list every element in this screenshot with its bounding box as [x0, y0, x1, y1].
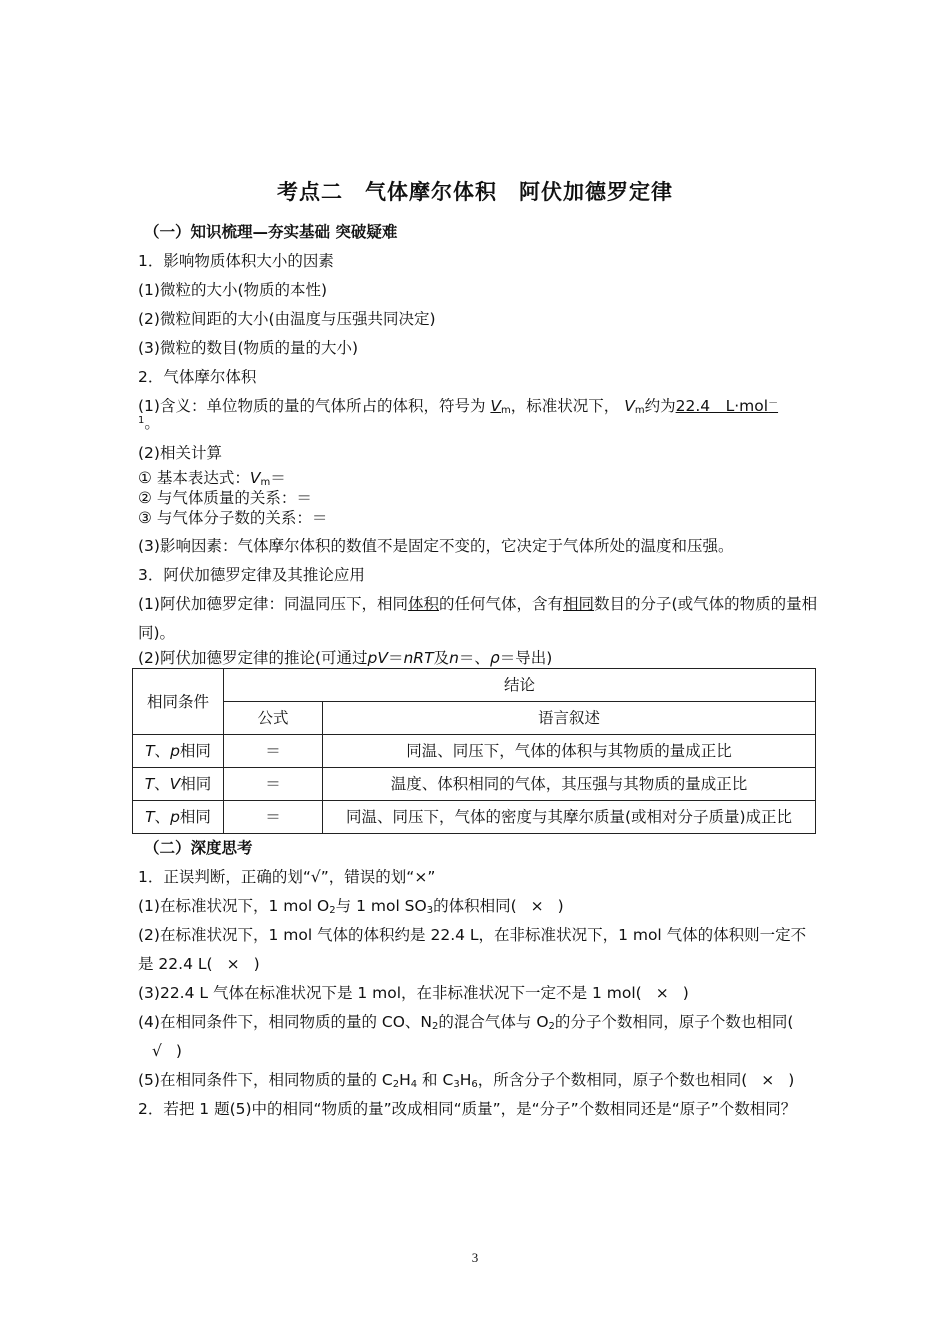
avogadro-inference: (2)阿伏加德罗定律的推论(可通过pV＝nRT及n＝、ρ＝导出)	[138, 649, 553, 667]
molar-volume-value: 22.4 L·mol－	[675, 397, 779, 415]
table-header-formula: 公式	[224, 702, 323, 735]
calc-basic: ① 基本表达式：$V_m=$	[138, 469, 286, 488]
judgement-3: (3)22.4 L 气体在标准状况下是 1 mol，在非标准状况下一定不是 1 mol( × )	[138, 979, 818, 1008]
judgement-5: (5)在相同条件下，相同物质的量的 $C_2H_4$ 和 $C_3H_6$，所含分子个数相同，原子个数也相同( × )	[138, 1066, 818, 1095]
item2-calc-heading: (2)相关计算	[138, 444, 222, 462]
item2-heading: 2．气体摩尔体积	[138, 368, 257, 386]
answer-mark: ×	[761, 1071, 775, 1089]
inference-table	[132, 668, 816, 834]
answer-mark: ×	[226, 955, 240, 973]
item1-line-2: (2)微粒间距的大小(由温度与压强共同决定)	[138, 310, 436, 328]
formula-cell: ＝	[224, 801, 323, 834]
answer-mark: ×	[530, 897, 544, 915]
avogadro-law: (1)阿伏加德罗定律：同温同压下，相同体积的任何气体，含有相同数目的分子(或气体的物质的量相同)。	[138, 595, 818, 642]
item2-definition-cont: $^1$。	[138, 414, 160, 432]
question1-heading: 1．正误判断，正确的划“√”，错误的划“×”	[138, 868, 436, 886]
content-body	[138, 218, 818, 1124]
formula-cell: ＝	[224, 768, 323, 801]
item3-heading: 3．阿伏加德罗定律及其推论应用	[138, 566, 365, 584]
section-heading-thinking: （二）深度思考	[144, 839, 253, 857]
calc-mass: ② 与气体质量的关系：＝	[138, 489, 312, 507]
statement-cell: 同温、同压下，气体的体积与其物质的量成正比	[323, 735, 816, 768]
table-header-conclusion: 结论	[224, 669, 816, 702]
table-row	[133, 735, 816, 768]
condition-cell: T、p相同	[133, 735, 224, 768]
page-number: 3	[471, 1250, 479, 1265]
answer-mark: ×	[655, 984, 669, 1002]
table-row	[133, 801, 816, 834]
formula-cell: ＝	[224, 735, 323, 768]
page-title: 考点二 气体摩尔体积 阿伏加德罗定律	[277, 180, 673, 204]
section-heading-knowledge: （一）知识梳理—夯实基础 突破疑难	[144, 223, 398, 241]
answer-mark: √	[152, 1042, 162, 1060]
statement-cell: 温度、体积相同的气体，其压强与其物质的量成正比	[323, 768, 816, 801]
table-header-condition: 相同条件	[133, 669, 224, 735]
item1-line-1: (1)微粒的大小(物质的本性)	[138, 281, 328, 299]
statement-cell: 同温、同压下，气体的密度与其摩尔质量(或相对分子质量)成正比	[323, 801, 816, 834]
judgement-1: (1)在标准状况下，1 mol $O_2$与 1 mol $SO_3$的体积相同( × )	[138, 892, 818, 921]
item2-definition: (1)含义：单位物质的量的气体所占的体积，符号为 $V_m$，标准状况下， $V_m$约为22.4 L·mol－	[138, 397, 779, 416]
question2: 2．若把 1 题(5)中的相同“物质的量”改成相同“质量”，是“分子”个数相同还是“原子”个数相同？	[138, 1100, 797, 1118]
condition-cell: T、p相同	[133, 801, 224, 834]
table-header-statement: 语言叙述	[323, 702, 816, 735]
item1-line-3: (3)微粒的数目(物质的量的大小)	[138, 339, 359, 357]
table-row	[133, 768, 816, 801]
symbol-vm: $V_m$	[490, 397, 511, 416]
calc-molecules: ③ 与气体分子数的关系：＝	[138, 509, 328, 527]
item1-heading: 1．影响物质体积大小的因素	[138, 252, 334, 270]
judgement-4: (4)在相同条件下，相同物质的量的 CO、$N_2$的混合气体与 $O_2$的分子个数相同，原子个数也相同(√ )	[138, 1008, 818, 1066]
item2-factors: (3)影响因素：气体摩尔体积的数值不是固定不变的，它决定于气体所处的温度和压强。	[138, 537, 734, 555]
condition-cell: T、V相同	[133, 768, 224, 801]
judgement-2: (2)在标准状况下，1 mol 气体的体积约是 22.4 L，在非标准状况下，1 mol 气体的体积则一定不是 22.4 L( × )	[138, 921, 818, 979]
